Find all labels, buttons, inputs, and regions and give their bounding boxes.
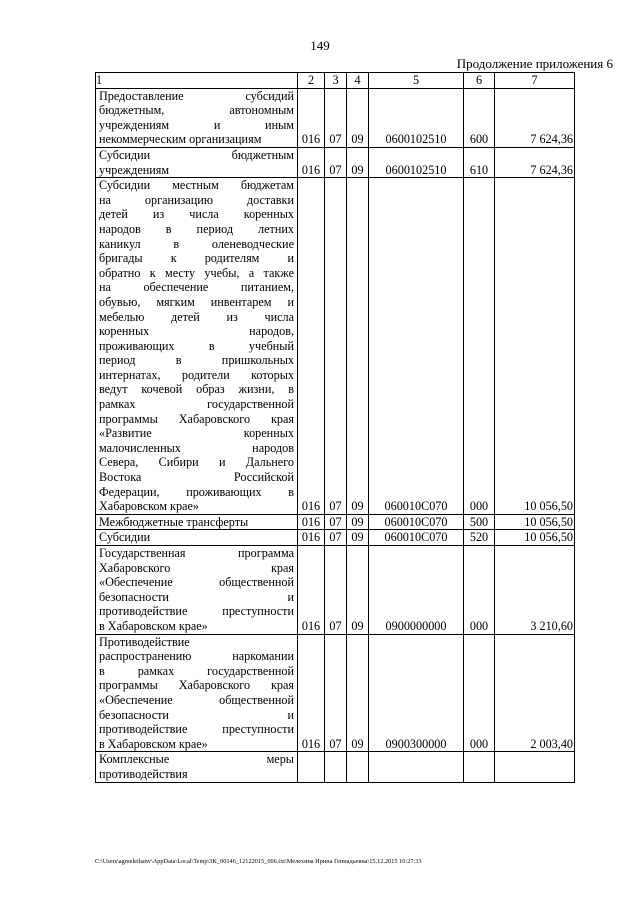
description-line: противодействия bbox=[99, 766, 188, 781]
row-description bbox=[96, 634, 298, 752]
row-department-code: 016 bbox=[298, 178, 325, 515]
table-row bbox=[96, 546, 575, 635]
description-line: Севера, Сибири и Дальнего bbox=[99, 455, 294, 470]
row-subsection-code: 09 bbox=[347, 514, 369, 530]
row-amount: 7 624,36 bbox=[495, 147, 575, 177]
row-amount bbox=[495, 752, 575, 782]
row-section-code: 07 bbox=[325, 178, 347, 515]
description-line: малочисленных народов bbox=[99, 440, 294, 455]
row-description bbox=[96, 147, 298, 177]
row-amount: 10 056,50 bbox=[495, 178, 575, 515]
row-expense-type: 000 bbox=[464, 634, 495, 752]
description-line: рамках государственной bbox=[99, 397, 294, 412]
table-header-row bbox=[96, 73, 575, 89]
description-line: Комплексные меры bbox=[99, 752, 294, 767]
row-expense-type: 520 bbox=[464, 530, 495, 546]
description-line: «Развитие коренных bbox=[99, 426, 294, 441]
row-amount: 3 210,60 bbox=[495, 546, 575, 635]
row-subsection-code: 09 bbox=[347, 634, 369, 752]
budget-table bbox=[95, 72, 575, 783]
header-col-7: 7 bbox=[495, 73, 575, 89]
table-row bbox=[96, 530, 575, 546]
row-amount: 2 003,40 bbox=[495, 634, 575, 752]
row-description bbox=[96, 514, 298, 530]
description-line: обувью, мягким инвентарем и bbox=[99, 294, 294, 309]
row-expense-type: 000 bbox=[464, 178, 495, 515]
description-line: «Обеспечение общественной bbox=[99, 692, 294, 707]
row-department-code: 016 bbox=[298, 147, 325, 177]
row-target-article: 060010С070 bbox=[369, 514, 464, 530]
table-row bbox=[96, 178, 575, 515]
header-col-2: 2 bbox=[298, 73, 325, 89]
row-department-code: 016 bbox=[298, 530, 325, 546]
row-target-article: 0900300000 bbox=[369, 634, 464, 752]
row-target-article: 0600102510 bbox=[369, 88, 464, 147]
row-target-article: 060010С070 bbox=[369, 178, 464, 515]
continuation-label: Продолжение приложения 6 bbox=[456, 56, 613, 71]
table-row bbox=[96, 147, 575, 177]
row-subsection-code: 09 bbox=[347, 88, 369, 147]
header-col-6: 6 bbox=[464, 73, 495, 89]
description-line: Предоставление субсидий bbox=[99, 88, 294, 103]
table-row bbox=[96, 88, 575, 147]
description-line: учреждениям bbox=[99, 162, 170, 177]
description-line: детей из числа коренных bbox=[99, 207, 294, 222]
row-description bbox=[96, 530, 298, 546]
table-row bbox=[96, 752, 575, 782]
description-line: некоммерческим организациям bbox=[99, 132, 262, 147]
header-col-5: 5 bbox=[369, 73, 464, 89]
row-section-code: 07 bbox=[325, 530, 347, 546]
row-expense-type bbox=[464, 752, 495, 782]
row-description bbox=[96, 752, 298, 782]
description-line: бюджетным, автономным bbox=[99, 103, 294, 118]
description-line: программы Хабаровского края bbox=[99, 678, 294, 693]
row-subsection-code bbox=[347, 752, 369, 782]
row-department-code bbox=[298, 752, 325, 782]
header-col-4: 4 bbox=[347, 73, 369, 89]
description-line: учреждениям и иным bbox=[99, 117, 294, 132]
row-target-article: 0600102510 bbox=[369, 147, 464, 177]
row-amount: 7 624,36 bbox=[495, 88, 575, 147]
row-amount: 10 056,50 bbox=[495, 514, 575, 530]
row-expense-type: 610 bbox=[464, 147, 495, 177]
row-section-code: 07 bbox=[325, 634, 347, 752]
row-department-code: 016 bbox=[298, 634, 325, 752]
description-line: безопасности и bbox=[99, 707, 294, 722]
description-line: на обеспечение питанием, bbox=[99, 280, 294, 295]
row-department-code: 016 bbox=[298, 88, 325, 147]
row-description bbox=[96, 178, 298, 515]
row-section-code bbox=[325, 752, 347, 782]
row-subsection-code: 09 bbox=[347, 147, 369, 177]
page-number: 149 bbox=[310, 38, 330, 53]
row-department-code: 016 bbox=[298, 514, 325, 530]
description-line: Государственная программа bbox=[99, 546, 294, 560]
row-section-code: 07 bbox=[325, 88, 347, 147]
description-line: Хабаровском крае» bbox=[99, 499, 199, 514]
description-line: интернатах, родители которых bbox=[99, 367, 294, 382]
row-department-code: 016 bbox=[298, 546, 325, 635]
description-line: Субсидии бюджетным bbox=[99, 147, 294, 162]
row-expense-type: 000 bbox=[464, 546, 495, 635]
description-line: на организацию доставки bbox=[99, 192, 294, 207]
description-line: каникул в оленеводческие bbox=[99, 236, 294, 251]
description-line: Субсидии bbox=[99, 530, 151, 545]
description-line: программы Хабаровского края bbox=[99, 411, 294, 426]
table-row bbox=[96, 634, 575, 752]
description-line: народов в период летних bbox=[99, 221, 294, 236]
description-line: обратно к месту учебы, а также bbox=[99, 265, 294, 280]
description-line: в Хабаровском крае» bbox=[99, 618, 208, 633]
row-expense-type: 500 bbox=[464, 514, 495, 530]
description-line: мебелью детей из числа bbox=[99, 309, 294, 324]
description-line: противодействие преступности bbox=[99, 722, 294, 737]
row-description bbox=[96, 88, 298, 147]
row-section-code: 07 bbox=[325, 546, 347, 635]
table-row bbox=[96, 514, 575, 530]
row-subsection-code: 09 bbox=[347, 530, 369, 546]
row-subsection-code: 09 bbox=[347, 178, 369, 515]
description-line: бригады к родителям и bbox=[99, 251, 294, 266]
description-line: в Хабаровском крае» bbox=[99, 736, 208, 751]
row-expense-type: 600 bbox=[464, 88, 495, 147]
row-subsection-code: 09 bbox=[347, 546, 369, 635]
row-target-article bbox=[369, 752, 464, 782]
description-line: противодействие преступности bbox=[99, 604, 294, 619]
row-description bbox=[96, 546, 298, 635]
description-line: в рамках государственной bbox=[99, 663, 294, 678]
description-line: Востока Российской bbox=[99, 470, 294, 485]
description-line: Федерации, проживающих в bbox=[99, 484, 294, 499]
row-target-article: 060010С070 bbox=[369, 530, 464, 546]
row-target-article: 0900000000 bbox=[369, 546, 464, 635]
description-line: Субсидии местным бюджетам bbox=[99, 178, 294, 193]
row-amount: 10 056,50 bbox=[495, 530, 575, 546]
description-line: распространению наркомании bbox=[99, 649, 294, 664]
description-line: проживающих в учебный bbox=[99, 338, 294, 353]
row-section-code: 07 bbox=[325, 514, 347, 530]
description-line: Противодействие bbox=[99, 634, 190, 649]
description-line: безопасности и bbox=[99, 589, 294, 604]
header-col-1: 1 bbox=[96, 73, 298, 89]
description-line: коренных народов, bbox=[99, 324, 294, 339]
footer-file-path: C:\Users\agmeleihanv\AppData\Local\Temp\3K_00146_12122015_006.txt\Мелехина Ирина Геннадьевна\15.12.2015 10:27:33 bbox=[95, 858, 422, 865]
description-line: ведут кочевой образ жизни, в bbox=[99, 382, 294, 397]
header-col-3: 3 bbox=[325, 73, 347, 89]
description-line: «Обеспечение общественной bbox=[99, 575, 294, 590]
description-line: период в пришкольных bbox=[99, 353, 294, 368]
description-line: Межбюджетные трансферты bbox=[99, 514, 249, 529]
description-line: Хабаровского края bbox=[99, 560, 294, 575]
row-section-code: 07 bbox=[325, 147, 347, 177]
